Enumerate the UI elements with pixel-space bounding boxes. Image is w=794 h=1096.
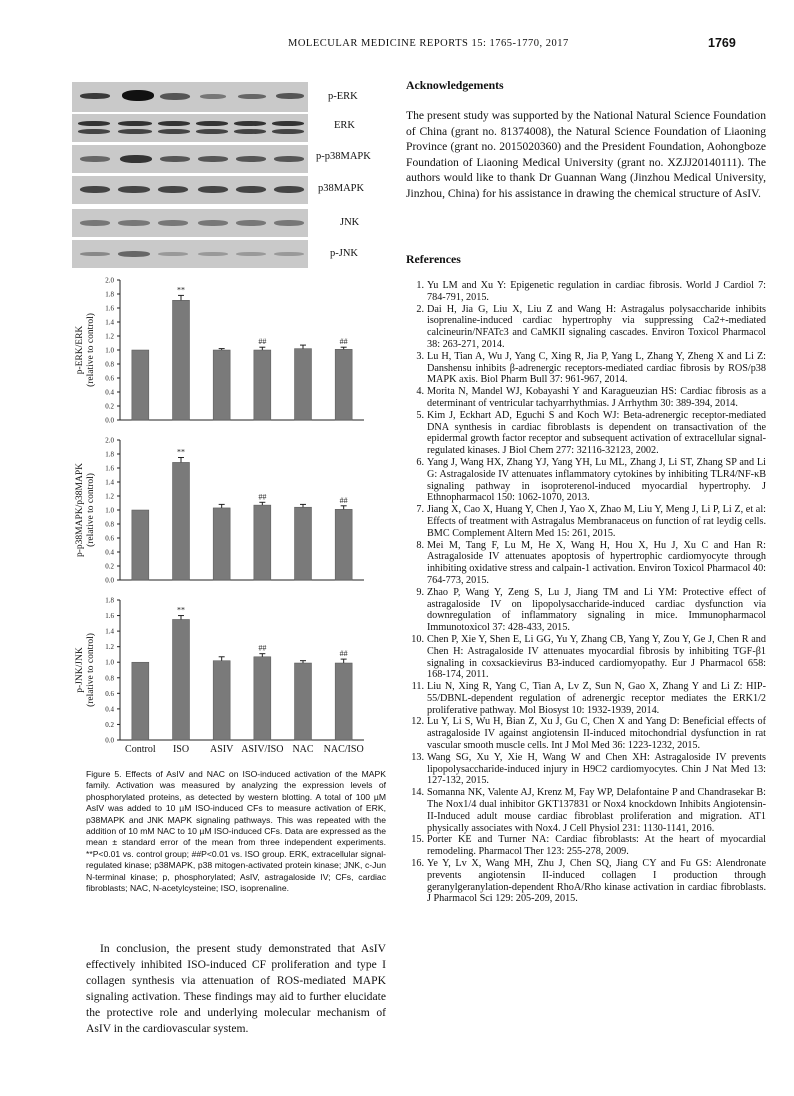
- significance-label: ##: [258, 643, 267, 653]
- reference-number: 15.: [411, 834, 424, 846]
- reference-text: Zhao P, Wang Y, Zeng S, Lu J, Jiang TM and Li YM: Protective effect of astragaloside IV on lipopolysaccharide-induced cardiac dysfunction via downregulation of inflammatory signaling in mice. Immunopharmacol Immunotoxicol 37: 428-433, 2015.: [427, 586, 766, 634]
- y-tick-label: 0.0: [105, 576, 114, 585]
- y-tick-label: 2.0: [105, 436, 114, 445]
- y-tick-label: 0.4: [105, 388, 114, 397]
- bar: [132, 510, 149, 580]
- bar: [335, 509, 352, 580]
- acknowledgements-text: The present study was supported by the National Natural Science Foundation of China (grant no. 81374008), the Natural Science Foundation of Liaoning Province (grant no. 2015020360) and the President Foundation, Aohongboze Foundation of Liaoning Medical University (grant no. XZJJ20140111). The authors would like to thank Dr Guannan Wang (Jinzhou Medical University, Jinzhou, China) for his assistance in drawing the chemical structure of AsIV.: [406, 109, 766, 200]
- reference-number: 7.: [416, 504, 424, 516]
- blot-strip: [72, 114, 308, 142]
- bar: [335, 349, 352, 420]
- reference-number: 8.: [416, 539, 424, 551]
- conclusion-paragraph: [86, 941, 386, 1037]
- reference-number: 5.: [416, 409, 424, 421]
- reference-item: [412, 752, 766, 787]
- reference-text: Liu N, Xing R, Yang C, Tian A, Lv Z, Sun N, Gao X, Zhang Y and Li Z: HIP-55/DBNL-dependent regulation of adrenergic receptor mediates the ERK1/2 proliferative pathway. Mol Biosyst 10: 1932-1939, 2014.: [427, 681, 766, 716]
- bar: [173, 462, 190, 580]
- blot-label: JNK: [340, 217, 360, 228]
- reference-number: 4.: [416, 386, 424, 398]
- x-tick-label: NAC/ISO: [323, 744, 364, 755]
- figure-caption: Figure 5. Effects of AsIV and NAC on ISO-induced activation of the MAPK family. Activation was measured by analyzing the expression levels of phosphorylated proteins, as detected by western blotting. A total of 100 µM AsIV was added to 10 µM ISO-induced CFs to measure activation of ERK, p38MAPK and JNK MAPK signaling pathways. This was repeated with the addition of 10 mM NAC to 10 µM ISO-induced CFs. Data are expressed as the mean ± standard error of the mean from three independent experiments. **P<0.01 vs. control group; ##P<0.01 vs. ISO group. ERK, extracellular signal-regulated kinase; p38MAPK, p38 mitogen-activated protein kinase; JNK, c-Jun N-terminal kinase; p, phosphorylated; AsIV, astragaloside IV; CFs, cardiac fibroblasts; NAC, N-acetylcysteine; ISO, isoprenaline.: [86, 769, 386, 894]
- reference-number: 1.: [416, 280, 424, 291]
- reference-item: [412, 587, 766, 634]
- reference-number: 11.: [411, 681, 424, 693]
- bar: [213, 508, 230, 580]
- reference-text: Lu Y, Li S, Wu H, Bian Z, Xu J, Gu C, Chen X and Yang D: Beneficial effects of astragaloside IV against angiotensin II-induced mitochondrial dysfunction in rat vascular smooth muscle cells. Int J Mol Med 36: 1223-1232, 2015.: [427, 716, 766, 752]
- y-tick-label: 1.4: [105, 478, 114, 487]
- chart-pp38: [68, 430, 368, 590]
- significance-label: **: [177, 285, 185, 295]
- reference-number: 10.: [411, 633, 424, 645]
- y-tick-label: 0.2: [105, 402, 114, 411]
- reference-item: [412, 858, 766, 905]
- reference-number: 2.: [416, 303, 424, 315]
- y-tick-label: 1.0: [105, 346, 114, 355]
- running-header: [0, 36, 794, 52]
- reference-list: [412, 280, 766, 905]
- x-tick-label: NAC: [292, 744, 314, 755]
- y-tick-label: 0.4: [105, 548, 114, 557]
- y-tick-label: 0.0: [105, 736, 114, 745]
- reference-text: Chen P, Xie Y, Shen E, Li GG, Yu Y, Zhang CB, Yang Y, Zou Y, Ge J, Chen R and Chen H: Astragaloside IV attenuates myocardial fibrosis by inhibiting TGF-β1 signaling in coxsackievirus B3-induced cardiomyopathy. Eur J Pharmacol 658: 168-174, 2011.: [427, 633, 766, 681]
- reference-number: 16.: [411, 858, 424, 870]
- page-number: 1769: [708, 36, 736, 50]
- y-tick-label: 1.8: [105, 290, 114, 299]
- y-tick-label: 0.6: [105, 534, 114, 543]
- y-tick-label: 1.6: [105, 464, 114, 473]
- bar: [295, 663, 312, 740]
- blot-strip: [72, 209, 308, 237]
- bar: [254, 350, 271, 420]
- reference-item: [412, 304, 766, 351]
- y-tick-label: 1.2: [105, 492, 114, 501]
- significance-label: **: [177, 447, 185, 457]
- y-tick-label: 1.6: [105, 612, 114, 621]
- reference-text: Lu H, Tian A, Wu J, Yang C, Xing R, Jia P, Yang L, Zhang Y, Zheng X and Li Z: Danshensu inhibits β-adrenergic receptors-mediated cardiac fibrosis by ROS/p38 MAPK axis. Biol Pharm Bull 37: 961-967, 2014.: [427, 350, 766, 386]
- reference-item: [412, 457, 766, 504]
- reference-item: [412, 410, 766, 457]
- y-tick-label: 1.8: [105, 596, 114, 605]
- x-tick-label: ASIV/ISO: [241, 744, 284, 755]
- reference-text: Yu LM and Xu Y: Epigenetic regulation in cardiac fibrosis. World J Cardiol 7: 784-791, 2015.: [427, 280, 766, 303]
- y-tick-label: 0.8: [105, 360, 114, 369]
- blot-strip: [72, 240, 308, 268]
- reference-item: [412, 834, 766, 858]
- reference-text: Yang J, Wang HX, Zhang YJ, Yang YH, Lu ML, Zhang J, Li ST, Zhang SP and Li G: Astragaloside IV attenuates inflammatory cytokines by inhibiting TLR4/NF-κB signaling pathway in isoproterenol-induced myocardial hypertrophy. J Ethnopharmacol 150: 1062-1070, 2013.: [427, 456, 766, 504]
- y-tick-label: 0.4: [105, 705, 114, 714]
- bar: [254, 657, 271, 740]
- bar: [213, 350, 230, 420]
- bar: [295, 349, 312, 420]
- y-axis-subtitle: (relative to control): [86, 473, 96, 547]
- bar: [295, 507, 312, 580]
- bar: [173, 619, 190, 740]
- bar: [213, 661, 230, 740]
- reference-text: Mei M, Tang F, Lu M, He X, Wang H, Hou X, Hu J, Xu C and Han R: Astragaloside IV attenuates apoptosis of hypertrophic cardiomyocyte through inhibiting oxidative stress and calpain-1 activation. Environ Toxicol Pharmacol 40: 764-773, 2015.: [427, 539, 766, 586]
- reference-item: [412, 504, 766, 539]
- y-tick-label: 0.6: [105, 689, 114, 698]
- significance-label: ##: [339, 495, 348, 505]
- reference-text: Kim J, Eckhart AD, Eguchi S and Koch WJ: Beta-adrenergic receptor-mediated DNA synthesis in cardiac fibroblasts is dependent on transactivation of the epidermal growth factor receptor and subsequent activation of extracellular signal-regulated kinases. J Biol Chem 277: 32116-32123, 2002.: [427, 409, 766, 457]
- bar: [335, 663, 352, 740]
- significance-label: ##: [339, 337, 348, 347]
- y-tick-label: 2.0: [105, 276, 114, 285]
- reference-text: Ye Y, Lv X, Wang MH, Zhu J, Chen SQ, Jiang CY and Fu GS: Alendronate prevents angiotensin II-induced collagen I production through geranylgeranylation-dependent RhoA/Rho kinase activation in cardiac fibroblasts. J Pharmacol Sci 129: 205-209, 2015.: [427, 858, 766, 905]
- y-tick-label: 0.6: [105, 374, 114, 383]
- reference-item: [412, 634, 766, 681]
- y-tick-label: 0.8: [105, 674, 114, 683]
- reference-text: Wang SG, Xu Y, Xie H, Wang W and Chen XH: Astragaloside IV prevents lipopolysaccharide-induced injury in H9C2 cardiomyocytes. Chin J Nat Med 13: 127-132, 2015.: [427, 751, 766, 787]
- reference-text: Dai H, Jia G, Liu X, Liu Z and Wang H: Astragalus polysaccharide inhibits isoprenaline-induced cardiac hypertrophy via suppressing Ca2+-mediated calcineurin/NFATc3 and CaMKII signaling cascades. Environ Toxicol Pharmacol 38: 263-271, 2014.: [427, 303, 766, 350]
- chart-pjnk: [68, 590, 368, 765]
- y-tick-label: 1.2: [105, 332, 114, 341]
- reference-item: [412, 280, 766, 304]
- reference-text: Porter KE and Turner NA: Cardiac fibroblasts: At the heart of myocardial remodeling. Pharmacol Ther 123: 255-278, 2009.: [427, 834, 766, 858]
- y-tick-label: 1.4: [105, 318, 114, 327]
- blot-label: p-ERK: [328, 91, 358, 102]
- y-axis-title: p-p38MAPK/p38MAPK: [75, 463, 85, 557]
- y-axis-subtitle: (relative to control): [86, 313, 96, 387]
- blot-label: p38MAPK: [318, 183, 365, 194]
- significance-label: ##: [339, 649, 348, 659]
- y-tick-label: 1.2: [105, 643, 114, 652]
- significance-label: ##: [258, 492, 267, 502]
- reference-item: [412, 681, 766, 716]
- reference-text: Somanna NK, Valente AJ, Krenz M, Fay WP, Delafontaine P and Chandrasekar B: The Nox1/4 dual inhibitor GKT137831 or Nox4 knockdown Inhibits Angiotensin-II-Induced adult mouse cardiac fibroblast proliferation and migration. AT1 physically associates with Nox4. J Cell Physiol 231: 1130-1141, 2016.: [427, 787, 766, 834]
- y-tick-label: 0.8: [105, 520, 114, 529]
- x-tick-label: ISO: [172, 744, 190, 755]
- reference-item: [412, 540, 766, 587]
- significance-label: **: [177, 605, 185, 615]
- references-heading: References: [406, 252, 461, 266]
- blot-strip: [72, 82, 308, 112]
- reference-number: 3.: [416, 350, 424, 362]
- y-tick-label: 0.2: [105, 720, 114, 729]
- blot-label: p-JNK: [330, 248, 358, 259]
- bar: [254, 505, 271, 580]
- y-axis-subtitle: (relative to control): [86, 633, 96, 707]
- y-tick-label: 1.0: [105, 506, 114, 515]
- y-tick-label: 0.2: [105, 562, 114, 571]
- blot-label: p-p38MAPK: [316, 151, 371, 162]
- reference-text: Jiang X, Cao X, Huang Y, Chen J, Yao X, Zhao M, Liu Y, Meng J, Li P, Li Z, et al: Effects of treatment with Astragalus Membranaceus on function of rat leydig cells. BMC Complement Altern Med 15: 261, 2015.: [427, 504, 766, 539]
- blot-label: ERK: [334, 120, 355, 131]
- reference-number: 13.: [411, 751, 424, 763]
- reference-number: 6.: [416, 456, 424, 468]
- reference-number: 14.: [411, 787, 424, 799]
- significance-label: ##: [258, 337, 267, 347]
- chart-perk: [68, 270, 368, 430]
- bar: [173, 300, 190, 420]
- reference-item: [412, 386, 766, 410]
- journal-citation: MOLECULAR MEDICINE REPORTS 15: 1765-1770, 2017: [288, 38, 569, 49]
- x-tick-label: ASIV: [209, 744, 234, 755]
- reference-item: [412, 351, 766, 386]
- reference-number: 12.: [411, 716, 424, 728]
- y-axis-title: p-JNK/JNK: [75, 647, 85, 693]
- y-tick-label: 0.0: [105, 416, 114, 425]
- bar: [132, 662, 149, 740]
- reference-item: [412, 716, 766, 751]
- y-tick-label: 1.8: [105, 450, 114, 459]
- blot-strip: [72, 145, 308, 173]
- reference-item: [412, 787, 766, 834]
- x-tick-label: Control: [125, 744, 156, 755]
- blot-strip: [72, 176, 308, 204]
- y-tick-label: 1.0: [105, 658, 114, 667]
- conclusion-text: In conclusion, the present study demonstrated that AsIV effectively inhibited ISO-induced CF proliferation and type I collagen synthesis via attenuation of ROS-mediated MAPK signaling activation. These findings may aid to further elucidate the protective role and underlying molecular mechanism of AsIV in the cardiovascular system.: [86, 942, 386, 1035]
- acknowledgements-heading: Acknowledgements: [406, 78, 504, 92]
- y-tick-label: 1.6: [105, 304, 114, 313]
- reference-number: 9.: [416, 586, 424, 598]
- bar: [132, 350, 149, 420]
- y-tick-label: 1.4: [105, 627, 114, 636]
- y-axis-title: p-ERK/ERK: [75, 325, 85, 375]
- reference-text: Morita N, Mandel WJ, Kobayashi Y and Karagueuzian HS: Cardiac fibrosis as a determinant of ventricular tachyarrhythmias. J Arrhythm 30: 389-394, 2014.: [427, 386, 766, 409]
